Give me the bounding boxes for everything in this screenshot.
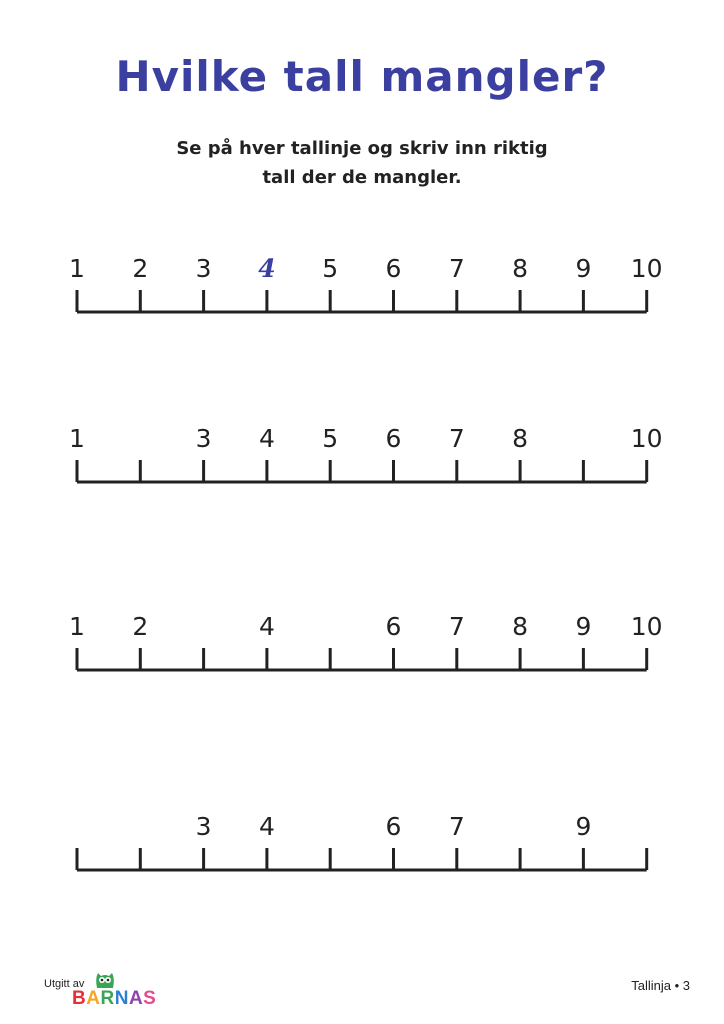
tick-label: 5: [322, 424, 339, 453]
tick-label: 7: [448, 424, 465, 453]
publisher-label: Utgitt av: [44, 978, 85, 990]
tick-label: 4: [258, 812, 275, 841]
tick-label: 4: [258, 254, 276, 283]
tick-label: 7: [448, 812, 465, 841]
tick-label: 8: [512, 612, 529, 641]
instructions: [0, 134, 724, 192]
tick-label: 6: [385, 612, 402, 641]
tick-label: 4: [258, 612, 275, 641]
number-line-axis: [0, 250, 724, 330]
tick-label: 9: [575, 812, 592, 841]
tick-label: 6: [385, 424, 402, 453]
brand-letter: A: [128, 988, 144, 1009]
brand-letter: N: [114, 988, 129, 1009]
tick-label: 8: [512, 424, 529, 453]
brand-letter: A: [86, 988, 101, 1009]
brand-letter: S: [143, 988, 157, 1009]
owl-mascot-icon: [94, 970, 116, 990]
brand-letter: R: [100, 988, 115, 1009]
tick-label: 9: [575, 254, 592, 283]
tick-label: 6: [385, 254, 402, 283]
tick-label: 1: [69, 424, 85, 453]
tick-label: 2: [132, 254, 149, 283]
publisher-logo: [44, 970, 174, 1010]
brand-name: [72, 988, 156, 1010]
tick-label: 10: [630, 254, 663, 283]
number-line-4: [0, 808, 724, 888]
tick-label: 7: [448, 254, 465, 283]
tick-label: 5: [322, 254, 339, 283]
number-line-axis: [0, 608, 724, 688]
brand-letter: B: [72, 988, 87, 1009]
tick-label: 4: [258, 424, 275, 453]
number-line-1: [0, 250, 724, 330]
tick-label: 10: [630, 612, 663, 641]
tick-label: 3: [195, 424, 212, 453]
tick-label: 3: [195, 812, 212, 841]
number-line-axis: [0, 808, 724, 888]
page-label: Tallinja • 3: [631, 978, 690, 993]
number-line-2: [0, 420, 724, 500]
tick-label: 3: [195, 254, 212, 283]
tick-label: 6: [385, 812, 402, 841]
tick-label: 8: [512, 254, 529, 283]
tick-label: 1: [69, 612, 85, 641]
tick-label: 10: [630, 424, 663, 453]
tick-label: 2: [132, 612, 149, 641]
number-line-axis: [0, 420, 724, 500]
tick-label: 7: [448, 612, 465, 641]
tick-label: 1: [69, 254, 85, 283]
number-line-3: [0, 608, 724, 688]
instructions-line-2: tall der de mangler.: [262, 167, 462, 188]
tick-label: 9: [575, 612, 592, 641]
page-title: Hvilke tall mangler?: [115, 52, 609, 101]
instructions-line-1: Se på hver tallinje og skriv inn riktig: [176, 138, 548, 159]
